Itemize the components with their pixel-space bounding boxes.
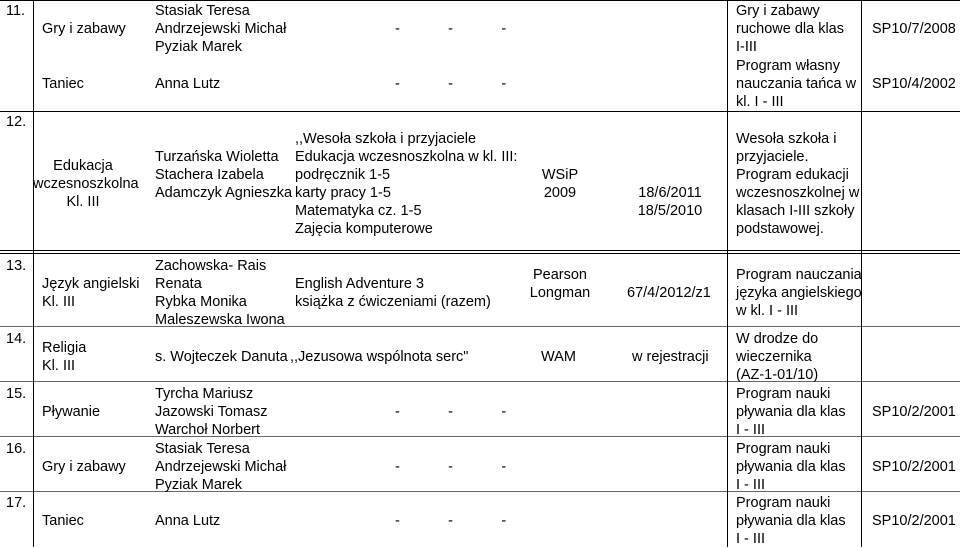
teacher: Anna Lutz [155, 76, 221, 92]
subject: Pływanie [42, 404, 101, 420]
program-number: SP10/2/2001 [872, 459, 956, 475]
textbook: Edukacja wczesnoszkolna w kl. III: [295, 149, 518, 165]
publisher: WSiP [541, 167, 579, 183]
row-number: 11. [6, 3, 26, 19]
program: (AZ-1-01/10) [736, 367, 819, 383]
subject: Język angielski [42, 276, 140, 292]
column-separator [33, 0, 34, 547]
teacher: Anna Lutz [155, 513, 221, 529]
textbook: Zajęcia komputerowe [295, 221, 433, 237]
program: pływania dla klas [736, 404, 846, 420]
subject: Kl. III [42, 294, 76, 310]
program: I-III [736, 39, 757, 55]
teacher: Turzańska Wioletta [155, 149, 279, 165]
textbook: ,,Jezusowa wspólnota serc" [290, 349, 469, 365]
publisher: Longman [529, 285, 591, 301]
subject: Kl. III [42, 358, 76, 374]
row-separator [0, 436, 960, 437]
row-number: 17. [6, 495, 27, 511]
teacher: Stachera Izabela [155, 167, 264, 183]
program: Program nauki [736, 386, 831, 402]
teacher: Andrzejewski Michał [155, 21, 287, 37]
approval-number: w rejestracji [632, 349, 709, 365]
program: klasach I-III szkoły [736, 203, 855, 219]
row-separator [0, 250, 960, 251]
teacher: Stasiak Teresa [155, 3, 250, 19]
publisher: 2009 [543, 185, 577, 201]
textbook: karty pracy 1-5 [295, 185, 391, 201]
teacher: Adamczyk Agnieszka [155, 185, 293, 201]
program: pływania dla klas [736, 459, 846, 475]
approval-number: 18/5/2010 [637, 203, 703, 219]
textbook: podręcznik 1-5 [295, 167, 391, 183]
empty-dashes: - - - [395, 459, 507, 475]
teacher: Warchoł Norbert [155, 422, 261, 438]
teacher: Pyziak Marek [155, 477, 243, 493]
subject: Religia [42, 340, 87, 356]
teacher: Zachowska- Rais [155, 258, 267, 274]
program: w kl. I - III [736, 303, 799, 319]
program: Program własny [736, 58, 840, 74]
row-number: 15. [6, 386, 27, 402]
program: wieczernika [736, 349, 812, 365]
program: pływania dla klas [736, 513, 846, 529]
subject: Edukacja [53, 158, 113, 174]
teacher: Jazowski Tomasz [155, 404, 268, 420]
program: Program edukacji [736, 167, 849, 183]
row-number: 12. [6, 114, 27, 130]
program: kl. I - III [736, 94, 784, 110]
row-number: 13. [6, 258, 27, 274]
subject: wczesnoszkolna [33, 176, 139, 192]
textbook: Matematyka cz. 1-5 [295, 203, 422, 219]
subject: Taniec [42, 76, 84, 92]
program: przyjaciele. [736, 149, 809, 165]
program-number: SP10/4/2002 [872, 76, 956, 92]
teacher: Renata [155, 276, 202, 292]
row-separator [0, 253, 960, 254]
program: I - III [736, 531, 765, 547]
program-number: SP10/2/2001 [872, 513, 956, 529]
program: ruchowe dla klas [736, 21, 844, 37]
row-separator [0, 326, 960, 327]
program: wczesnoszkolnej w [736, 185, 860, 201]
empty-dashes: - - - [395, 76, 507, 92]
subject: Kl. III [66, 194, 100, 210]
empty-dashes: - - - [395, 21, 507, 37]
teacher: Pyziak Marek [155, 39, 243, 55]
textbook: English Adventure 3 [295, 276, 424, 292]
row-separator [0, 491, 960, 492]
teacher: Andrzejewski Michał [155, 459, 287, 475]
program: języka angielskiego [736, 285, 862, 301]
approval-number: 67/4/2012/z1 [627, 285, 711, 301]
row-separator [0, 111, 960, 112]
subject: Taniec [42, 513, 84, 529]
row-number: 16. [6, 441, 27, 457]
table-border [0, 0, 960, 1]
teacher: Stasiak Teresa [155, 441, 250, 457]
program-number: SP10/2/2001 [872, 404, 956, 420]
program-number: SP10/7/2008 [872, 21, 956, 37]
subject: Gry i zabawy [42, 21, 126, 37]
publisher: WAM [541, 349, 576, 365]
program: Gry i zabawy [736, 3, 820, 19]
empty-dashes: - - - [395, 513, 507, 529]
program: podstawowej. [736, 221, 824, 237]
program: Program nauczania [736, 267, 862, 283]
textbook: ,,Wesoła szkoła i przyjaciele [295, 131, 477, 147]
textbook: książka z ćwiczeniami (razem) [295, 294, 491, 310]
teacher: Rybka Monika [155, 294, 247, 310]
program: Program nauki [736, 441, 831, 457]
empty-dashes: - - - [395, 404, 507, 420]
column-separator [727, 0, 728, 547]
approval-number: 18/6/2011 [638, 185, 702, 201]
program: I - III [736, 477, 765, 493]
row-number: 14. [6, 331, 27, 347]
teacher: s. Wojteczek Danuta [155, 349, 288, 365]
program: I - III [736, 422, 765, 438]
teacher: Tyrcha Mariusz [155, 386, 254, 402]
program: nauczania tańca w [736, 76, 857, 92]
publisher: Pearson [532, 267, 587, 283]
subject: Gry i zabawy [42, 459, 126, 475]
program: Program nauki [736, 495, 831, 511]
program: Wesoła szkoła i [736, 131, 837, 147]
teacher: Maleszewska Iwona [155, 312, 285, 328]
program: W drodze do [736, 331, 819, 347]
